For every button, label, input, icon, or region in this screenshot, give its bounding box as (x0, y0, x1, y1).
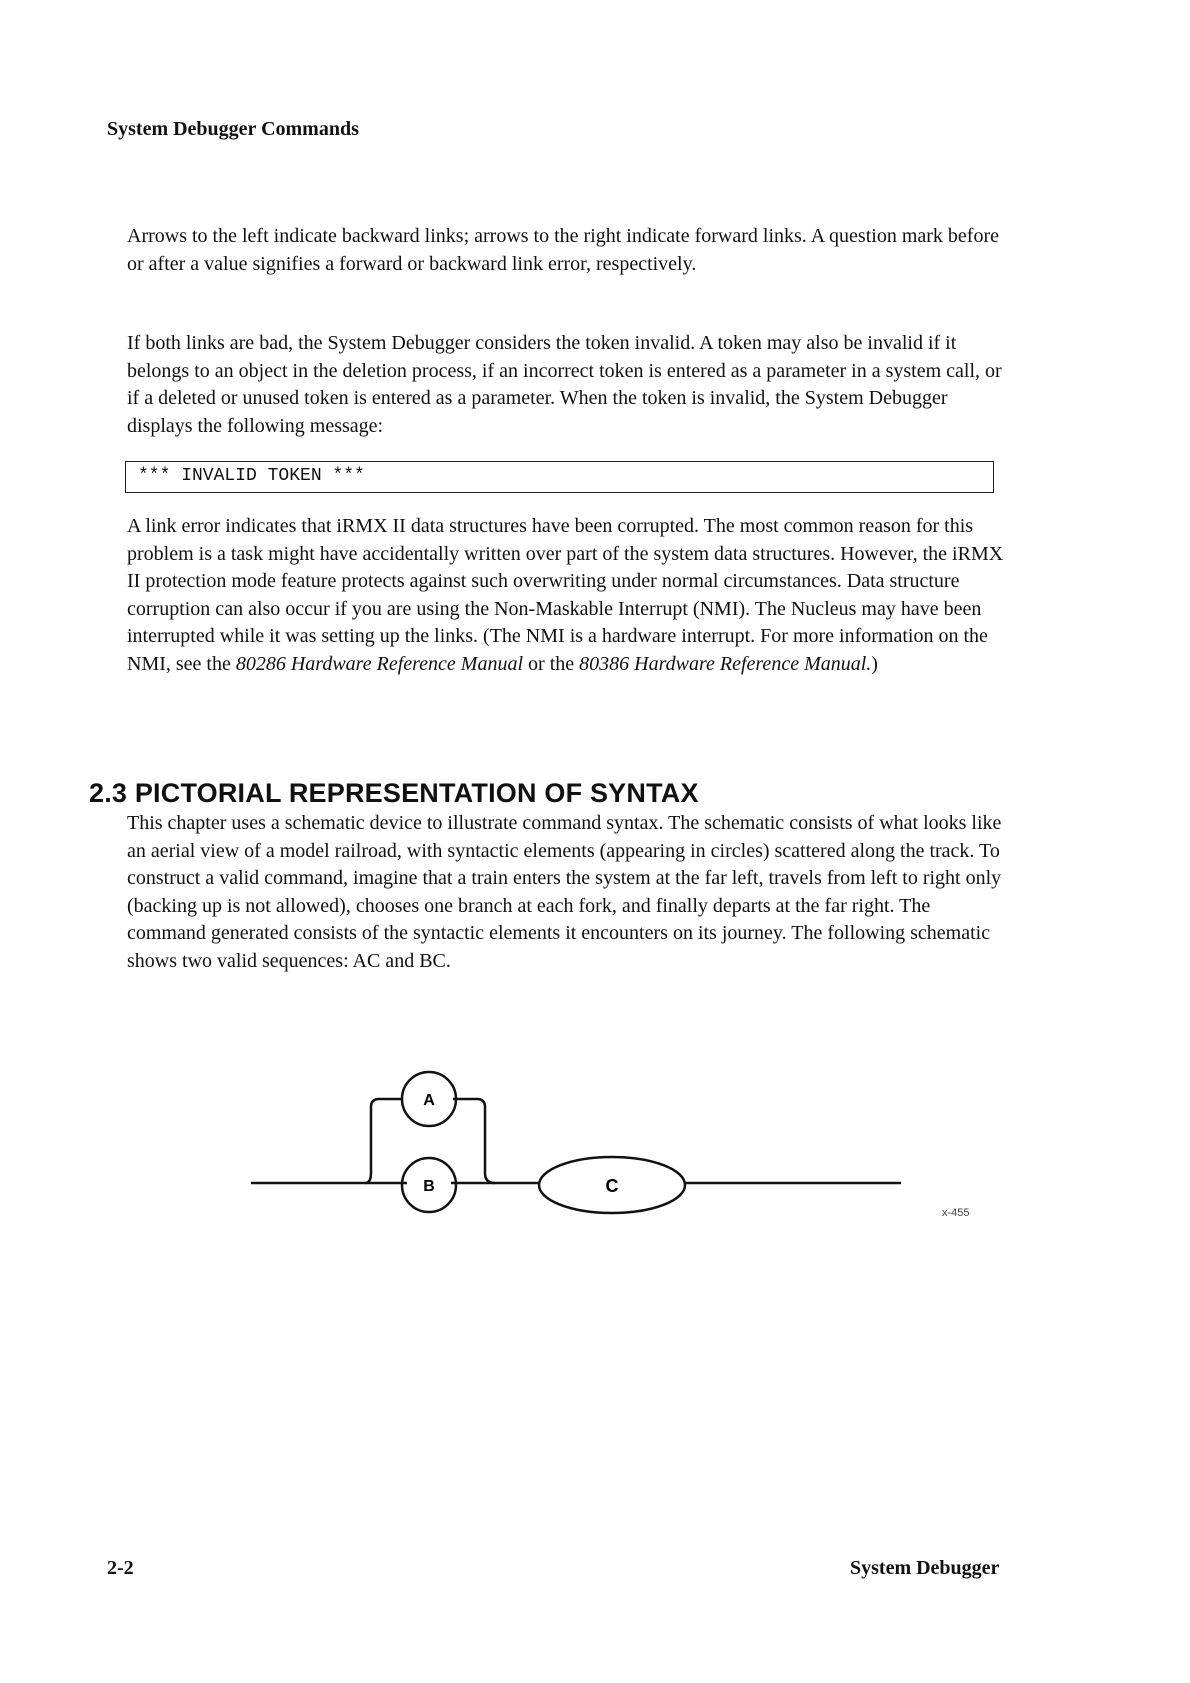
section-title: 2.3 PICTORIAL REPRESENTATION OF SYNTAX (89, 778, 699, 808)
branch-upper-right (453, 1099, 495, 1183)
paragraph-syntax-schematic: This chapter uses a schematic device to illustrate command syntax. The schematic consists of what looks like an aerial view of a model railroad, with syntactic elements (appearing in circles) scattered along the track. To construct a valid command, imagine that a train enters the system at the far left, travels from left to right only (backing up is not allowed), chooses one branch at each fork, and finally departs at the far right. The command generated consists of the syntactic elements it encounters on its journey. The following schematic shows two valid sequences: AC and BC. (127, 812, 1002, 972)
branch-upper-left (365, 1099, 403, 1183)
paragraph-link-error (127, 513, 1007, 678)
page-number: 2-2 (107, 1557, 134, 1579)
link-error-text-1: A link error indicates that iRMX II data structures have been corrupted. The most common reason for this problem is a task might have accidentally written over part of the system data structures. However, the iRMX II protection mode feature protects against such overwriting under normal circumstances. Data structure corruption can also occur if you are using the Non-Maskable Interrupt (NMI). The Nucleus may have been interrupted while it was setting up the links. (The NMI is a hardware interrupt. For more information on the NMI, see the (127, 515, 1004, 675)
node-b-label: B (423, 1178, 435, 1195)
syntax-railroad-diagram (245, 1065, 915, 1235)
invalid-token-message-box: *** INVALID TOKEN *** (125, 461, 994, 493)
reference-80286-manual: 80286 Hardware Reference Manual (235, 652, 524, 675)
running-head: System Debugger Commands (107, 118, 359, 140)
node-a-label: A (423, 1092, 435, 1109)
figure-id: x-455 (942, 1207, 970, 1219)
link-error-text-3: ) (871, 652, 878, 675)
paragraph-links: Arrows to the left indicate backward links; arrows to the right indicate forward links. A question mark before or after a value signifies a forward or backward link error, respectively. (127, 225, 999, 275)
paragraph-invalid-token: If both links are bad, the System Debugger considers the token invalid. A token may also be invalid if it belongs to an object in the deletion process, if an incorrect token is entered as a parameter in a system call, or if a deleted or unused token is entered as a parameter. When the token is invalid, the System Debugger displays the following message: (127, 332, 1002, 437)
node-c-label: C (605, 1176, 619, 1196)
link-error-text-2: or the (523, 652, 580, 675)
reference-80386-manual: 80386 Hardware Reference Manual. (579, 652, 872, 675)
running-foot: System Debugger (850, 1557, 1000, 1579)
